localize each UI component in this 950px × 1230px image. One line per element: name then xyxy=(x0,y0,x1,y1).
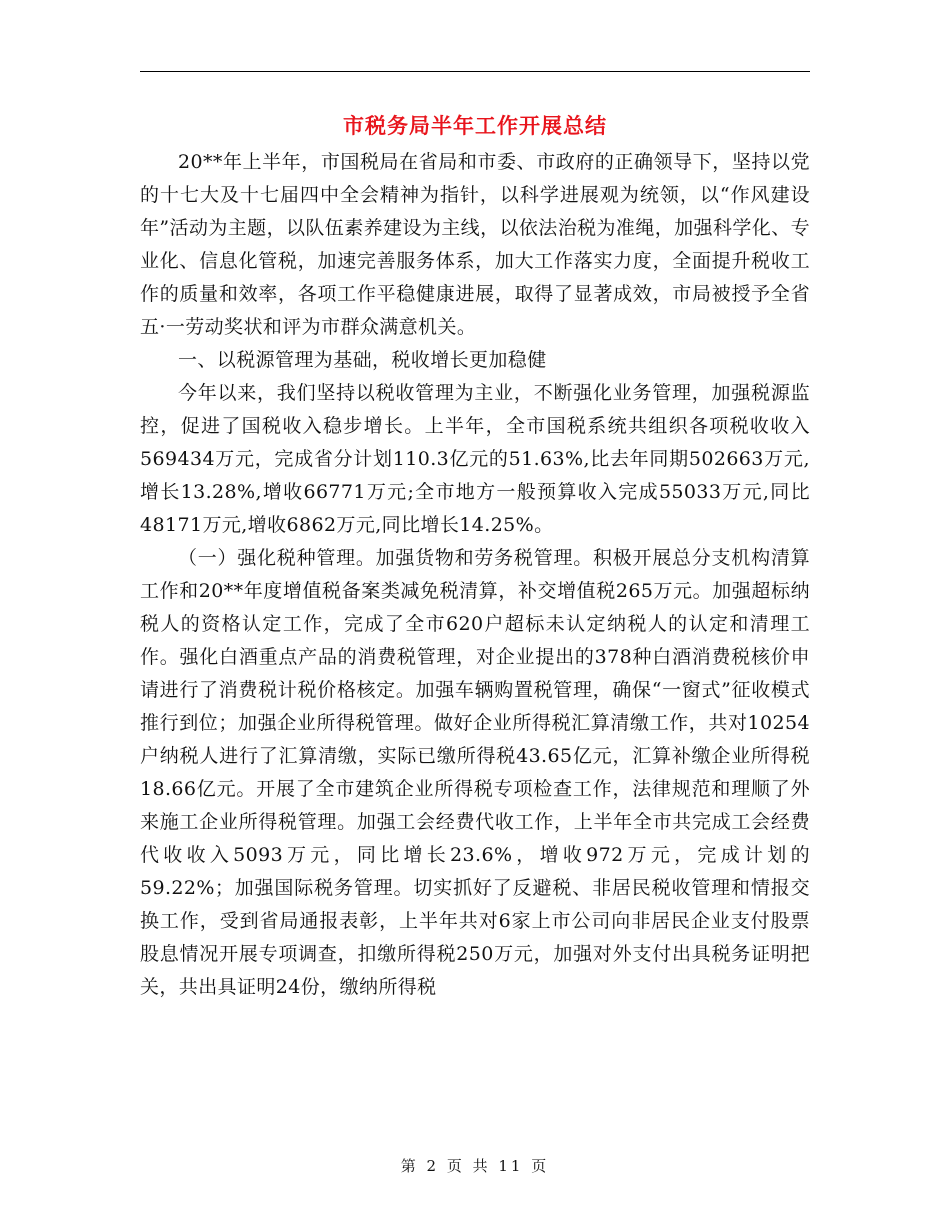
paragraph-intro: 20**年上半年，市国税局在省局和市委、市政府的正确领导下，坚持以党的十七大及十七届四中全会精神为指针，以科学进展观为统领，以“作风建设年”活动为主题，以队伍素养建设为主线，以依法治税为准绳，加强科学化、专业化、信息化管税，加速完善服务体系，加大工作落实力度，全面提升税收工作的质量和效率，各项工作平稳健康进展，取得了显著成效，市局被授予全省五·一劳动奖状和评为市群众满意机关。 xyxy=(140,151,810,338)
document-body xyxy=(140,146,810,1004)
document-title: 市税务局半年工作开展总结 xyxy=(343,113,607,138)
page-footer: 第 2 页 共 11 页 xyxy=(400,1157,550,1175)
paragraph-tax-management: （一）强化税种管理。加强货物和劳务税管理。积极开展总分支机构清算工作和20**年度增值税备案类减免税清算，补交增值税265万元。加强超标纳税人的资格认定工作，完成了全市620户超标未认定纳税人的认定和清理工作。强化白酒重点产品的消费税管理，对企业提出的378种白酒消费税核价申请进行了消费税计税价格核定。加强车辆购置税管理，确保“一窗式”征收模式推行到位；加强企业所得税管理。做好企业所得税汇算清缴工作，共对10254户纳税人进行了汇算清缴，实际已缴所得税43.65亿元，汇算补缴企业所得税18.66亿元。开展了全市建筑企业所得税专项检查工作，法律规范和理顺了外来施工企业所得税管理。加强工会经费代收工作，上半年全市共完成工会经费代收收入5093万元，同比增长23.6%，增收972万元，完成计划的59.22%；加强国际税务管理。切实抓好了反避税、非居民税收管理和情报交换工作，受到省局通报表彰，上半年共对6家上市公司向非居民企业支付股票股息情况开展专项调查，扣缴所得税250万元，加强对外支付出具税务证明把关，共出具证明24份，缴纳所得税 xyxy=(140,547,810,998)
paragraph-revenue: 今年以来，我们坚持以税收管理为主业，不断强化业务管理，加强税源监控，促进了国税收入稳步增长。上半年，全市国税系统共组织各项税收收入569434万元，完成省分计划110.3亿元的51.63%,比去年同期502663万元,增长13.28%,增收66771万元;全市地方一般预算收入完成55033万元,同比48171万元,增收6862万元,同比增长14.25%。 xyxy=(140,382,810,536)
header-rule xyxy=(140,71,810,72)
section-heading-1: 一、以税源管理为基础，税收增长更加稳健 xyxy=(178,349,547,371)
